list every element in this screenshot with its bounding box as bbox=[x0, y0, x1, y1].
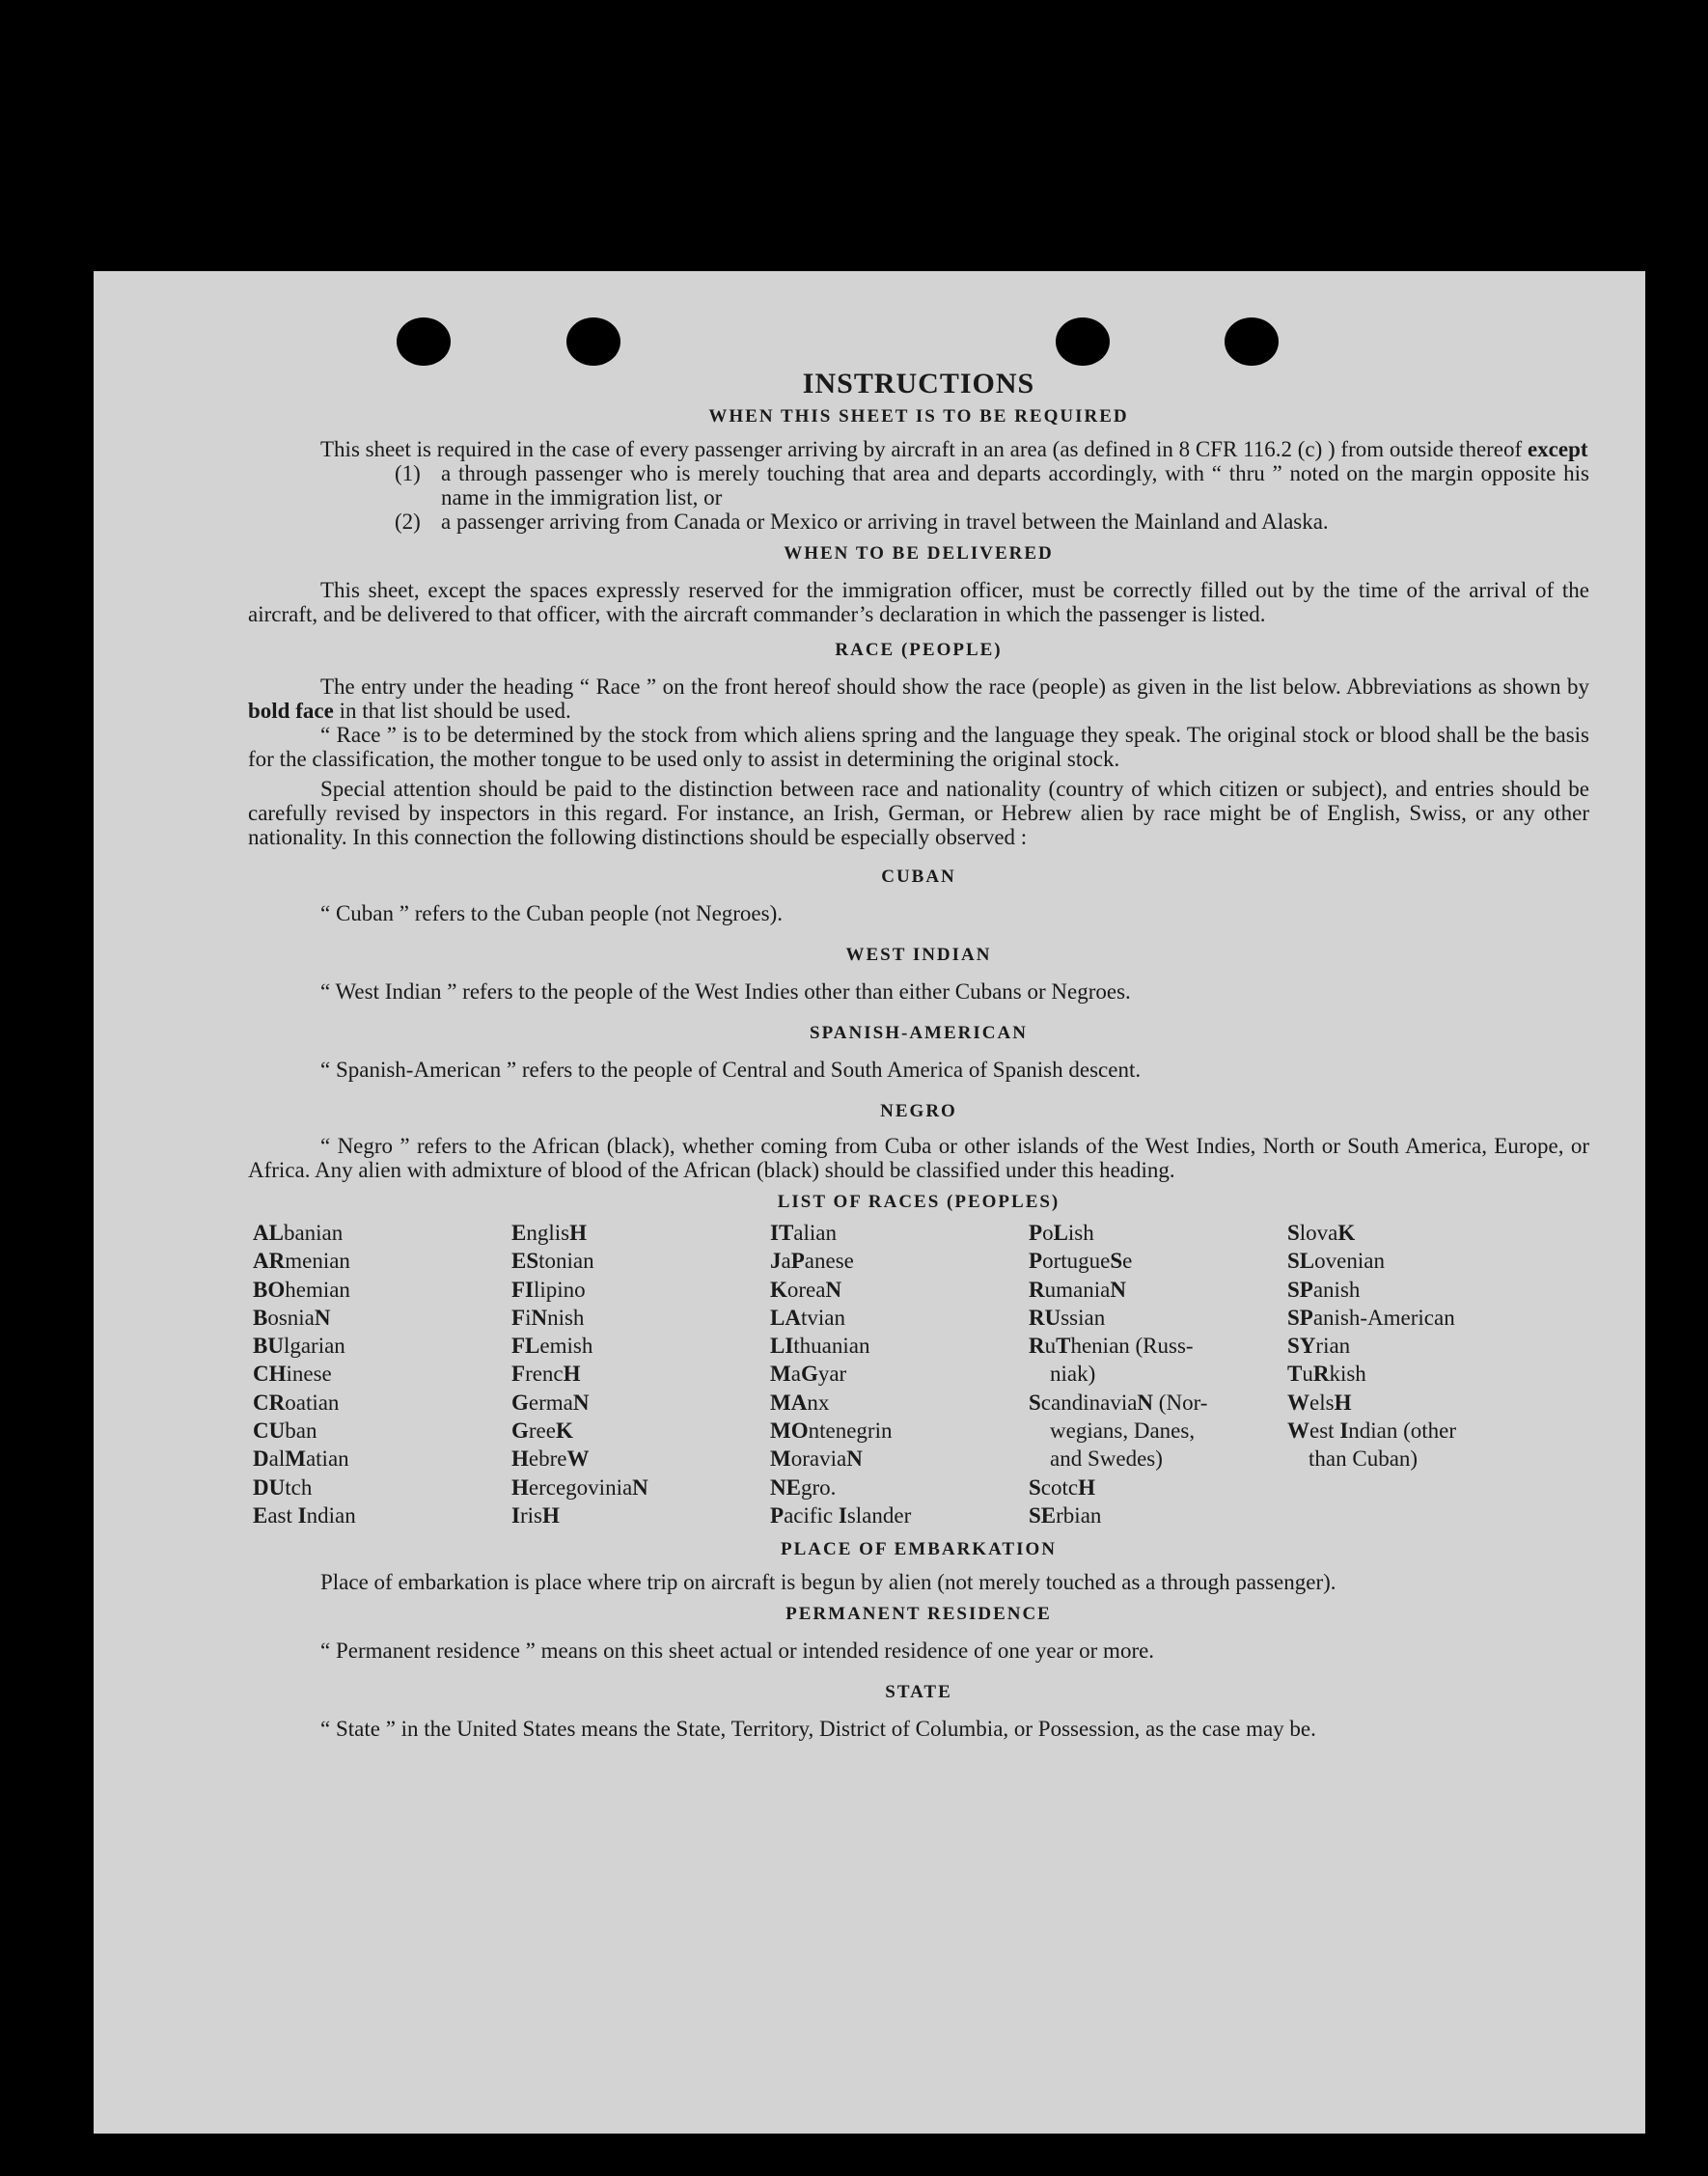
race-entry: WelsH bbox=[1287, 1390, 1352, 1415]
race-entry: LAtvian bbox=[770, 1305, 845, 1330]
heading-west-indian: WEST INDIAN bbox=[845, 945, 992, 965]
race-entry: CHinese bbox=[253, 1362, 332, 1387]
race-entry: GermaN bbox=[511, 1390, 590, 1415]
delivered-text: This sheet, except the spaces expressly reserved for the immigration officer, must be correctly filled out by the time of the arrival of the aircraft, and be delivered to that officer, with the aircraft commander’s declaration in which the passenger is listed. bbox=[248, 578, 1589, 626]
required-intro: This sheet is required in the case of every passenger arriving by aircraft in an area (as defined in 8 CFR 116.2 (c) ) from outside thereof except bbox=[320, 437, 1588, 461]
race-entry: KoreaN bbox=[770, 1277, 842, 1302]
race-entry: ScandinaviaN (Nor- bbox=[1029, 1390, 1208, 1415]
race-entry: JaPanese bbox=[770, 1249, 854, 1274]
race-entry: DalMatian bbox=[253, 1446, 349, 1472]
race-paragraph: The entry under the heading “ Race ” on the front hereof should show the race (people) as given in the list below. Abbreviations as shown by bold face in that list should be used. bbox=[248, 675, 1589, 723]
race-entry: SYrian bbox=[1287, 1334, 1351, 1359]
race-entry: MoraviaN bbox=[770, 1446, 863, 1472]
race-entry: ScotcH bbox=[1029, 1474, 1095, 1500]
race-entry: PoLish bbox=[1029, 1221, 1094, 1245]
punch-hole bbox=[1056, 317, 1110, 366]
document-body bbox=[248, 368, 1589, 1741]
west-indian-text: “ West Indian ” refers to the people of the West Indies other than either Cubans or Negroes. bbox=[320, 979, 1131, 1004]
race-entry: East Indian bbox=[253, 1502, 356, 1528]
race-entry: SLovenian bbox=[1287, 1249, 1385, 1274]
race-entry: FLemish bbox=[511, 1334, 593, 1359]
race-entry: ITalian bbox=[770, 1221, 837, 1245]
race-entry: NEgro. bbox=[770, 1474, 837, 1500]
instruction-sheet bbox=[94, 271, 1645, 2134]
race-entry: DUtch bbox=[253, 1474, 313, 1500]
residence-text: “ Permanent residence ” means on this sheet actual or intended residence of one year or more. bbox=[320, 1639, 1155, 1664]
race-column bbox=[511, 1219, 770, 1529]
race-entry: RUssian bbox=[1029, 1305, 1106, 1330]
heading-delivered: WHEN TO BE DELIVERED bbox=[784, 543, 1054, 564]
race-entry: MaGyar bbox=[770, 1362, 847, 1387]
heading-residence: PERMANENT RESIDENCE bbox=[785, 1604, 1052, 1625]
race-entry: GreeK bbox=[511, 1419, 573, 1444]
race-entry: FIlipino bbox=[511, 1277, 586, 1302]
cuban-text: “ Cuban ” refers to the Cuban people (not Negroes). bbox=[320, 901, 784, 925]
race-entry: PortugueSe bbox=[1029, 1249, 1133, 1274]
negro-text: “ Negro ” refers to the African (black), whether coming from Cuba or other islands of the West Indies, North or South America, Europe, or Africa. Any alien with admixture of blood of the African (black) should be classified under this heading. bbox=[248, 1134, 1589, 1182]
race-entry: CRoatian bbox=[253, 1390, 340, 1415]
race-column bbox=[1287, 1219, 1546, 1529]
race-entry: TuRkish bbox=[1287, 1362, 1366, 1387]
race-column bbox=[253, 1219, 511, 1529]
race-entry: FiNnish bbox=[511, 1305, 585, 1330]
race-entry: MOntenegrin bbox=[770, 1419, 893, 1444]
heading-spanish-american: SPANISH-AMERICAN bbox=[810, 1023, 1028, 1043]
race-entry: EnglisH bbox=[511, 1221, 587, 1245]
race-entry: MAnx bbox=[770, 1390, 830, 1415]
race-entry: than Cuban) bbox=[1309, 1446, 1419, 1472]
heading-cuban: CUBAN bbox=[881, 867, 956, 887]
race-entry: FrencH bbox=[511, 1362, 581, 1387]
race-entry: BosniaN bbox=[253, 1305, 331, 1330]
race-entry: RuThenian (Russ- bbox=[1029, 1334, 1194, 1359]
heading-state: STATE bbox=[885, 1682, 952, 1703]
race-entry: HercegoviniaN bbox=[511, 1474, 648, 1500]
race-entry: SPanish-American bbox=[1287, 1305, 1455, 1330]
page-title: INSTRUCTIONS bbox=[802, 368, 1035, 399]
race-entry: and Swedes) bbox=[1050, 1446, 1163, 1472]
heading-embarkation: PLACE OF EMBARKATION bbox=[781, 1539, 1057, 1560]
race-entry: SlovaK bbox=[1287, 1221, 1356, 1245]
race-entry: CUban bbox=[253, 1419, 317, 1444]
exception-item: (1) a through passenger who is merely touching that area and departs accordingly, with “ thru ” noted on the margin opposite his name in the immigration list, or bbox=[395, 461, 1589, 510]
race-entry: West Indian (other bbox=[1287, 1419, 1457, 1444]
bold-face-word: bold face bbox=[248, 699, 334, 723]
heading-negro: NEGRO bbox=[880, 1101, 957, 1121]
race-entry: niak) bbox=[1050, 1362, 1096, 1387]
race-entry: EStonian bbox=[511, 1249, 594, 1274]
race-entry: BUlgarian bbox=[253, 1334, 345, 1359]
race-entry: Pacific Islander bbox=[770, 1502, 912, 1528]
race-column bbox=[770, 1219, 1029, 1529]
exception-item: (2) a passenger arriving from Canada or Mexico or arriving in travel between the Mainland and Alaska. bbox=[395, 510, 1329, 534]
race-column bbox=[1029, 1219, 1287, 1529]
race-entry: HebreW bbox=[511, 1446, 590, 1472]
except-word: except bbox=[1527, 437, 1588, 461]
state-text: “ State ” in the United States means the State, Territory, District of Columbia, or Possession, as the case may be. bbox=[320, 1717, 1316, 1742]
race-entry: IrisH bbox=[511, 1502, 560, 1528]
race-entry: SPanish bbox=[1287, 1277, 1361, 1302]
punch-hole bbox=[566, 317, 620, 366]
race-entry: SErbian bbox=[1029, 1502, 1102, 1528]
race-entry: RumaniaN bbox=[1029, 1277, 1126, 1302]
race-entry: ALbanian bbox=[253, 1221, 344, 1245]
race-entry: BOhemian bbox=[253, 1277, 350, 1302]
race-entry: ARmenian bbox=[253, 1249, 350, 1274]
embarkation-text: Place of embarkation is place where trip on aircraft is begun by alien (not merely touched as a through passenger). bbox=[320, 1570, 1336, 1595]
heading-list-of-races: LIST OF RACES (PEOPLES) bbox=[777, 1192, 1061, 1212]
race-paragraph: Special attention should be paid to the distinction between race and nationality (country of which citizen or subject), and entries should be carefully revised by inspectors in this regard. For instance, an Irish, German, or Hebrew alien by race might be of English, Swiss, or any other nationality. In this connection the following distinctions should be especially observed : bbox=[248, 777, 1589, 849]
punch-hole bbox=[1225, 317, 1279, 366]
race-entry: LIthuanian bbox=[770, 1334, 870, 1359]
heading-race: RACE (PEOPLE) bbox=[835, 640, 1003, 660]
heading-required: WHEN THIS SHEET IS TO BE REQUIRED bbox=[708, 406, 1129, 427]
race-list bbox=[253, 1219, 1589, 1529]
race-entry: wegians, Danes, bbox=[1050, 1419, 1196, 1444]
race-paragraph: “ Race ” is to be determined by the stock from which aliens spring and the language they speak. The original stock or blood shall be the basis for the classification, the mother tongue to be used only to assist in determining the original stock. bbox=[248, 723, 1589, 771]
punch-hole bbox=[397, 317, 451, 366]
spanish-american-text: “ Spanish-American ” refers to the people of Central and South America of Spanish descent. bbox=[320, 1058, 1142, 1082]
